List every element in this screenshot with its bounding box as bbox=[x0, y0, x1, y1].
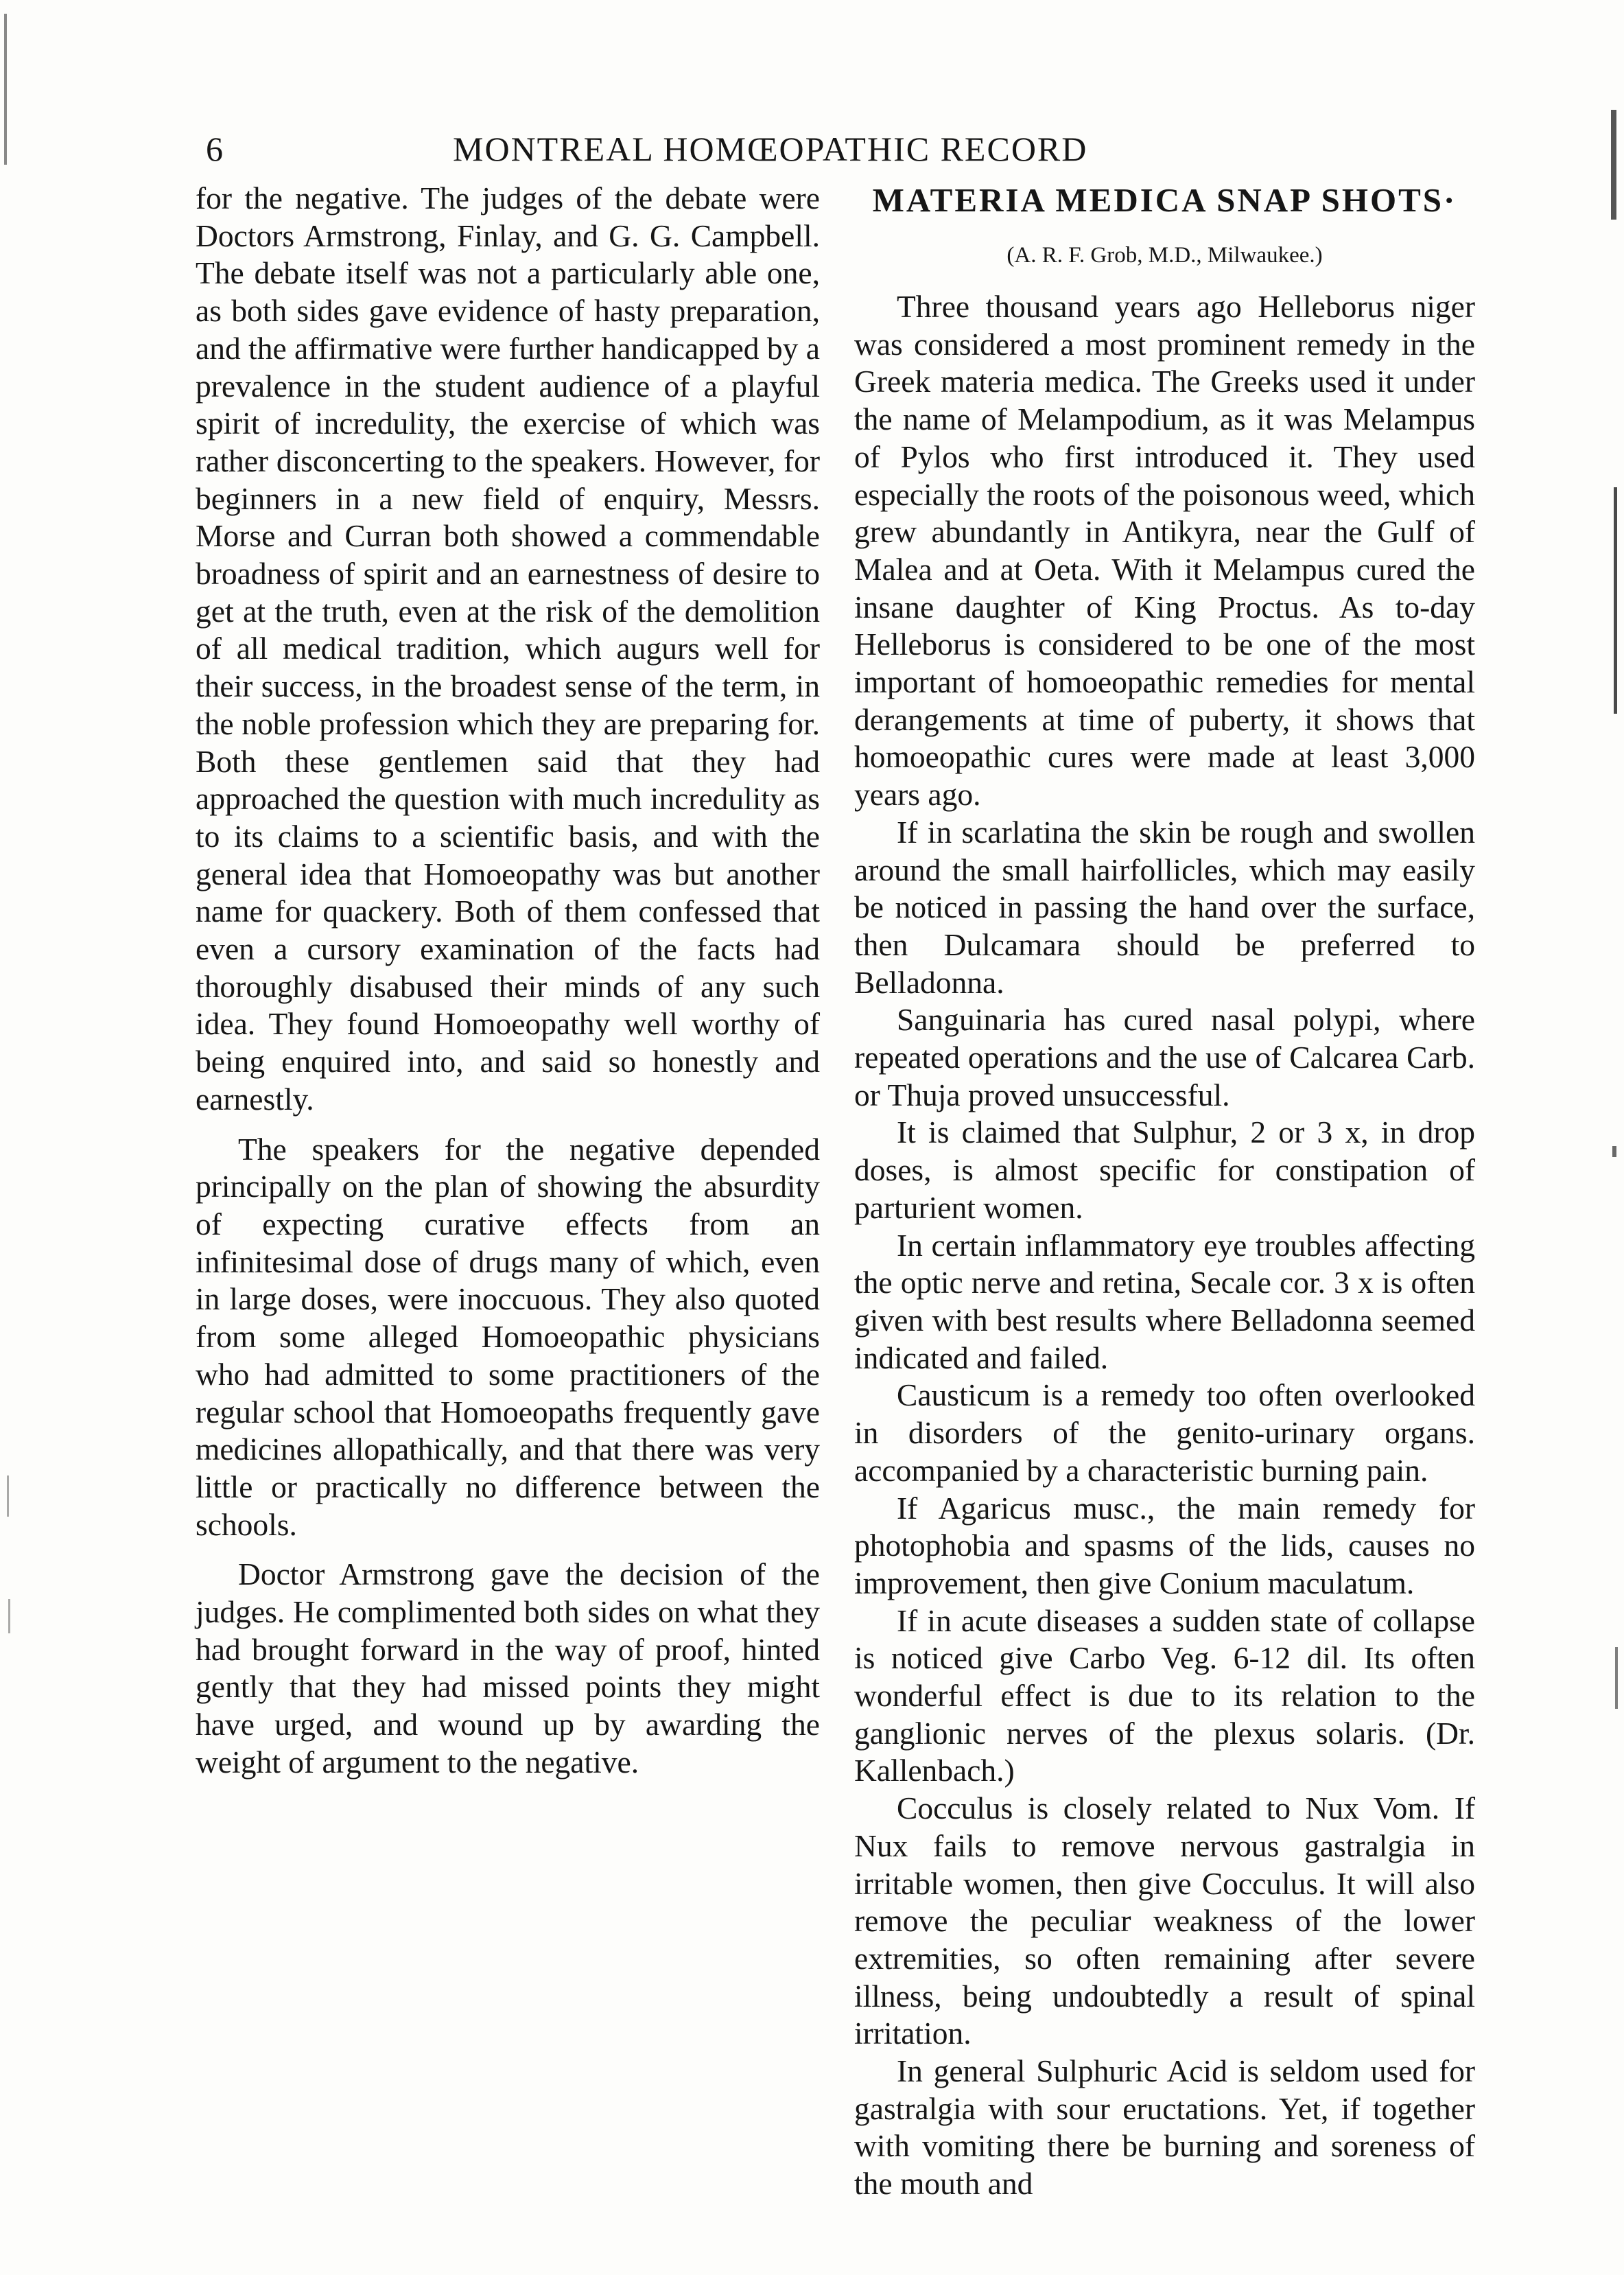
paragraph-carbo-veg: If in acute diseases a sudden state of collapse is noticed give Carbo Veg. 6-12 dil. Its often wonderful effect is due to its relation to the ganglionic nerves of the plexus solaris. (Dr. Kallenbach.) bbox=[854, 1602, 1475, 1788]
paragraph-helleborus: Three thousand years ago Helleborus niger was considered a most prominent remedy in the Greek materia medica. The Greeks used it under the name of Melampodium, as it was Melampus of Pylos who first introduced it. They used especially the roots of the poisonous weed, which grew abundantly in Antikyra, near the Gulf of Malea and at Oeta. With it Melampus cured the insane daughter of King Proctus. As to-day Helleborus is considered to be one of the most important of homoeopathic remedies for mental derangements at time of puberty, it shows that homoeopathic cures were made at least 3,000 years ago. bbox=[854, 289, 1475, 813]
right-edge-scan-marks bbox=[1599, 0, 1624, 2275]
paragraph-sanguinaria: Sanguinaria has cured nasal polypi, where repeated operations and the use of Calcarea Carb. or Thuja proved unsuccessful. bbox=[854, 1002, 1475, 1112]
left-edge-scan-marks bbox=[0, 0, 27, 2275]
left-column bbox=[196, 180, 820, 1782]
page-number: 6 bbox=[206, 130, 224, 168]
paragraph-cocculus: Cocculus is closely related to Nux Vom. If Nux fails to remove nervous gastralgia in irritable women, then give Cocculus. It will also remove the peculiar weakness of the lower extremities, so often remaining after severe illness, being undoubtedly a result of spinal irritation. bbox=[854, 1790, 1475, 2051]
running-title: MONTREAL HOMŒOPATHIC RECORD bbox=[453, 130, 1088, 168]
article-byline: (A. R. F. Grob, M.D., Milwaukee.) bbox=[1007, 243, 1323, 268]
paragraph-decision: Doctor Armstrong gave the decision of the judges. He complimented both sides on what they had brought forward in the way of proof, hinted gently that they had missed points they might have urged, and wound up by awarding the weight of argument to the negative. bbox=[196, 1556, 820, 1780]
paragraph-secale: In certain inflammatory eye troubles affecting the optic nerve and retina, Secale cor. 3 x is often given with best results where Belladonna seemed indicated and failed. bbox=[854, 1227, 1475, 1375]
paragraph-sulphur: It is claimed that Sulphur, 2 or 3 x, in drop doses, is almost specific for constipation of parturient women. bbox=[854, 1115, 1475, 1225]
paragraph-agaricus: If Agaricus musc., the main remedy for photophobia and spasms of the lids, causes no improvement, then give Conium maculatum. bbox=[854, 1490, 1475, 1600]
article-title: MATERIA MEDICA SNAP SHOTS· bbox=[872, 181, 1457, 219]
paragraph-sulphuric-acid: In general Sulphuric Acid is seldom used for gastralgia with sour eructations. Yet, if together with vomiting there be burning and soreness of the mouth and bbox=[854, 2053, 1475, 2202]
right-column bbox=[854, 180, 1475, 2203]
paragraph-debate-continued: for the negative. The judges of the debate were Doctors Armstrong, Finlay, and G. G. Campbell. The debate itself was not a particularly able one, as both sides gave evidence of hasty preparation, and the affirmative were further handicapped by a prevalence in the student audience of a playful spirit of incredulity, the exercise of which was rather disconcerting to the speakers. However, for beginners in a new field of enquiry, Messrs. Morse and Curran both showed a commendable broadness of spirit and an earnestness of desire to get at the truth, even at the risk of the demolition of all medical tradition, which augurs well for their success, in the broadest sense of the term, in the noble profession which they are preparing for. Both these gentlemen said that they had approached the question with much incredulity as to its claims to a scientific basis, and with the general idea that Homoeopathy was but another name for quackery. Both of them confessed that even a cursory examination of the facts had thoroughly disabused their minds of any such idea. They found Homoeopathy well worthy of being enquired into, and said so honestly and earnestly. bbox=[196, 180, 820, 1117]
page-header bbox=[206, 129, 1214, 177]
paragraph-negative-speakers: The speakers for the negative depended principally on the plan of showing the absurdity of expecting curative effects from an infinitesimal dose of drugs many of which, even in large doses, were inoccuous. They also quoted from some alleged Homoeopathic physicians who had admitted to some practitioners of the regular school that Homoeopaths frequently gave medicines allopathically, and that there was very little or practically no difference between the schools. bbox=[196, 1131, 820, 1542]
paragraph-dulcamara: If in scarlatina the skin be rough and swollen around the small hairfollicles, which may easily be noticed in passing the hand over the surface, then Dulcamara should be preferred to Belladonna. bbox=[854, 814, 1475, 1000]
paragraph-causticum: Causticum is a remedy too often overlooked in disorders of the genito-urinary organs. accompanied by a characteristic burning pain. bbox=[854, 1377, 1475, 1488]
